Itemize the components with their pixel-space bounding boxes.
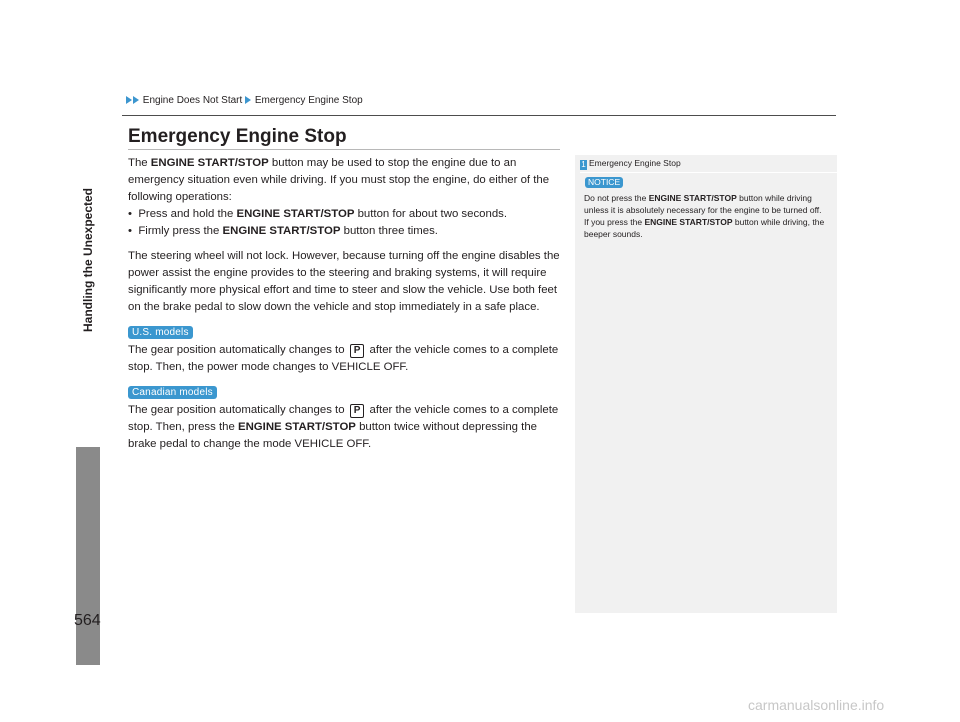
us-text: after the vehicle comes to a complete stop. Then, the power mode changes to VEHICLE OFF.: [128, 344, 559, 373]
list-item-text: button three times.: [340, 225, 438, 237]
intro-paragraph: [128, 155, 560, 206]
button-name: ENGINE START/STOP: [236, 208, 355, 220]
button-name: ENGINE START/STOP: [644, 217, 733, 227]
main-content: [128, 155, 560, 453]
breadcrumb-item-emergency-engine-stop[interactable]: Emergency Engine Stop: [254, 95, 363, 106]
notice-text-span: If you press the: [584, 217, 645, 227]
side-section-label: [78, 90, 98, 430]
list-item-text: Firmly press the: [138, 225, 223, 237]
breadcrumb-arrow-icon: [126, 96, 132, 104]
page-title: Emergency Engine Stop: [128, 126, 347, 147]
section-thumb-tab: [76, 447, 100, 665]
intro-text: button may be used to stop the engine due to an emergency situation even while driving. If you must stop the engine, do either of the following operations:: [128, 157, 550, 203]
sidebar-divider: [580, 172, 837, 173]
button-name: ENGINE START/STOP: [648, 193, 737, 203]
sidebar-header: [580, 158, 681, 170]
list-item: • Press and hold the ENGINE START/STOP button for about two seconds.: [128, 208, 508, 220]
notice-text: [584, 192, 830, 240]
notice-text-span: Do not press the: [584, 193, 649, 203]
gear-p-icon: P: [350, 344, 365, 358]
watermark: carmanualsonline.info: [748, 697, 885, 713]
intro-text: The: [128, 157, 151, 169]
notice-paragraph: [584, 192, 830, 216]
canadian-models-paragraph: [128, 402, 560, 453]
notice-paragraph: [584, 216, 830, 240]
us-models-badge: U.S. models: [128, 326, 193, 339]
side-section-text: Handling the Unexpected: [81, 187, 95, 333]
notice-badge: NOTICE: [585, 177, 623, 188]
button-name: ENGINE START/STOP: [150, 157, 269, 169]
canada-text: The gear position automatically changes to: [128, 404, 348, 416]
button-name: ENGINE START/STOP: [237, 421, 356, 433]
page-number: 564: [74, 612, 101, 629]
canada-text: after the vehicle comes to a complete stop. Then, press the: [128, 404, 559, 433]
sidebar-note: [575, 155, 837, 613]
breadcrumb-arrow-icon: [133, 96, 139, 104]
notice-text-span: button while driving unless it is absolutely necessary for the engine to be turned off.: [584, 193, 822, 215]
reference-number-icon: 1: [581, 160, 586, 169]
header-divider: [122, 115, 836, 116]
list-item: • Firmly press the ENGINE START/STOP button three times.: [128, 225, 438, 237]
canadian-models-badge: Canadian models: [128, 386, 217, 399]
notice-text-span: button while driving, the beeper sounds.: [584, 217, 825, 239]
list-item-text: button for about two seconds.: [354, 208, 508, 220]
breadcrumb-arrow-icon: [245, 96, 251, 104]
gear-p-icon: P: [350, 404, 365, 418]
breadcrumb-item-engine-does-not-start[interactable]: Engine Does Not Start: [142, 95, 243, 106]
button-name: ENGINE START/STOP: [222, 225, 341, 237]
list-item-text: Press and hold the: [138, 208, 237, 220]
sidebar-header-text: Emergency Engine Stop: [589, 158, 681, 168]
us-text: The gear position automatically changes to: [128, 344, 348, 356]
breadcrumb: [126, 95, 363, 106]
steering-paragraph: The steering wheel will not lock. However, because turning off the engine disables the power assist the engine provides to the steering and braking systems, it will require significantly more physical effort and time to steer and slow the vehicle. Use both feet on the brake pedal to slow down the vehicle and stop immediately in a safe place.: [128, 250, 560, 313]
canada-text: button twice without depressing the brake pedal to change the mode VEHICLE OFF.: [128, 421, 537, 450]
us-models-paragraph: [128, 342, 560, 376]
title-divider: [128, 149, 560, 150]
